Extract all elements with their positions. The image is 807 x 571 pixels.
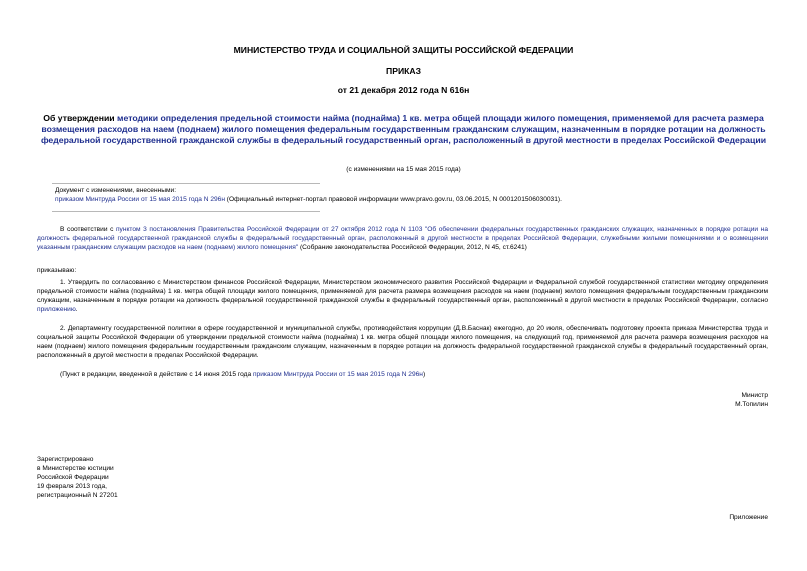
registration-line-3: Российской Федерации bbox=[37, 474, 109, 481]
order-item-2: 2. Департаменту государственной политики в сфере государственной и муниципальной службы, противодействия коррупции (Д.В.Баснак) ежегодно, до 20 июля, обеспечивать подготовку проекта приказа Министерства труда и социальной защиты Российской Федерации об утверждении предельной стоимости найма (поднайма) 1 кв. метра общей площади жилого помещения, на следующий год, применяемой для расчета размера возмещения расходов на наем (поднаем) жилого помещения федеральным государственным гражданским служащим, назначенным в порядке ротации на должность федеральной государственной гражданской службы в федеральный государственный орган, расположенный в другой местности в пределах Российской Федерации. bbox=[37, 325, 768, 359]
changes-source: (Официальный интернет-портал правовой информации www.pravo.gov.ru, 03.06.2015, N 0001201506030031). bbox=[224, 196, 562, 203]
registration-line-1: Зарегистрировано bbox=[37, 456, 94, 463]
item1-end: . bbox=[75, 306, 78, 313]
note-amending-order-link[interactable]: приказом Минтруда России от 15 мая 2015 года N 296н bbox=[252, 371, 423, 378]
order-date-heading: от 21 декабря 2012 года N 616н bbox=[337, 85, 470, 95]
changes-heading: Документ с изменениями, внесенными: bbox=[55, 187, 177, 194]
order-title bbox=[32, 113, 775, 146]
registration-line-5: регистрационный N 27201 bbox=[37, 492, 118, 499]
orders-label: приказываю: bbox=[37, 267, 77, 274]
registration-line-4: 19 февраля 2013 года, bbox=[37, 483, 107, 490]
order-item-1 bbox=[37, 278, 768, 314]
appendix-label: Приложение bbox=[729, 514, 768, 521]
registration-line-2: в Министерстве юстиции bbox=[37, 465, 114, 472]
legal-basis-paragraph bbox=[37, 225, 768, 252]
document-type-heading: ПРИКАЗ bbox=[386, 66, 421, 76]
government-decree-link[interactable]: пунктом 3 постановления Правительства Российской Федерации от 27 октября 2012 года N 1103 "Об обеспечении федеральных государственных гражданских служащих, назначенных в порядке ротации на должность федеральной государственной гражданской службы в федеральный государственный орган, расположенный в другой местности в пределах Российской Федерации, служебными жилыми помещениями и о возмещении указанным гражданским служащим расходов на наем (поднаем) жилого помещения" bbox=[37, 226, 768, 251]
item1-text: 1. Утвердить по согласованию с Министерством финансов Российской Федерации, Министерством экономического развития Российской Федерации и Федеральной службой государственной статистики методику определения предельной стоимости найма (поднайма) 1 кв. метра общей площади жилого помещения, применяемой для расчета размера возмещения расходов на наем (поднаем) жилого помещения федеральным государственным гражданским служащим, назначенным в порядке ротации на должность федеральной государственной гражданской службы в федеральный государственный орган, расположенный в другой местности в пределах Российской Федерации, согласно bbox=[37, 279, 768, 304]
changes-block bbox=[55, 186, 755, 204]
note-suffix: ) bbox=[422, 371, 426, 378]
signatory-name: М.Топилин bbox=[735, 401, 768, 408]
basis-prefix: В соответствии с bbox=[60, 226, 116, 233]
title-methodology-link[interactable]: методики определения предельной стоимости найма (поднайма) 1 кв. метра общей площади жилого помещения, применяемой для расчета размера возмещения расходов на наем (поднаем) жилого помещения федеральным государственным гражданским служащим, назначенным в порядке ротации на должность федеральной государственной гражданской службы в федеральный государственный орган, расположенный в другой местности в пределах Российской Федерации bbox=[40, 113, 767, 145]
signatory-position: Министр bbox=[741, 392, 768, 399]
changes-top-divider bbox=[52, 183, 320, 184]
changes-bottom-divider bbox=[52, 211, 320, 212]
signature-block bbox=[600, 391, 768, 409]
appendix-link[interactable]: приложению bbox=[37, 306, 76, 313]
note-prefix: (Пункт в редакции, введенной в действие с 14 июня 2015 года bbox=[60, 371, 253, 378]
revision-note: (с изменениями на 15 мая 2015 года) bbox=[346, 166, 461, 173]
changes-line bbox=[55, 195, 755, 204]
registration-block bbox=[37, 455, 337, 500]
basis-suffix: (Собрание законодательства Российской Федерации, 2012, N 45, ст.6241) bbox=[298, 244, 527, 251]
title-prefix: Об утверждении bbox=[43, 113, 118, 123]
ministry-heading: МИНИСТЕРСТВО ТРУДА И СОЦИАЛЬНОЙ ЗАЩИТЫ РОССИЙСКОЙ ФЕДЕРАЦИИ bbox=[233, 45, 574, 55]
amending-order-link[interactable]: приказом Минтруда России от 15 мая 2015 года N 296н bbox=[55, 196, 225, 203]
item2-amendment-note bbox=[60, 370, 425, 379]
